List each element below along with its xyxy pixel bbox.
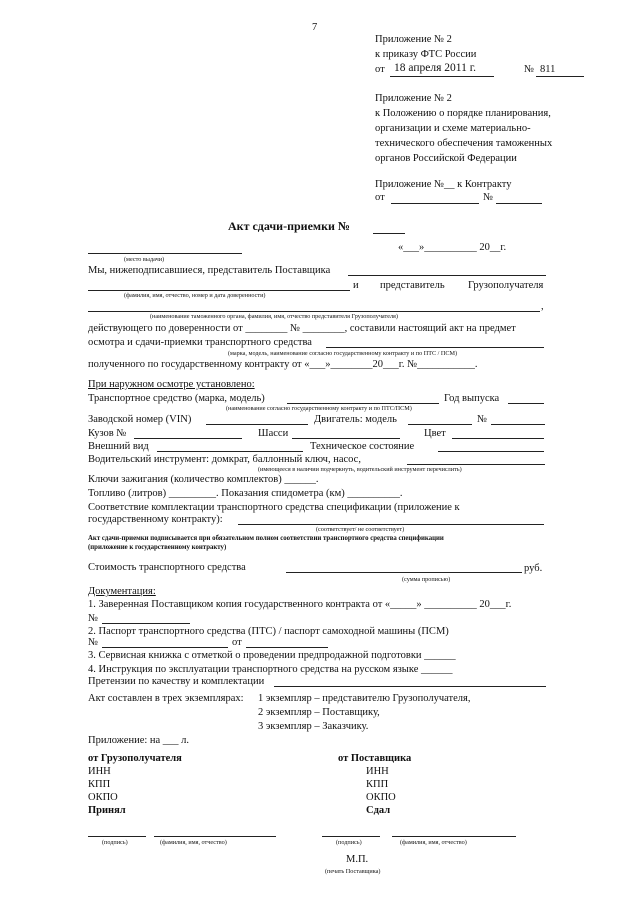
supplier-okpo: ОКПО bbox=[366, 792, 396, 803]
cost-unit: руб. bbox=[524, 563, 543, 574]
engine-number-label: № bbox=[477, 414, 488, 425]
receiver-name-line bbox=[154, 836, 276, 837]
claims-label: Претензии по качеству и комплектации bbox=[88, 676, 265, 687]
proxy-text: действующего по доверенности от ________ № ________, составили настоящий акт на предмет bbox=[88, 323, 516, 334]
engine-label: Двигатель: модель bbox=[314, 414, 397, 425]
regulation-appendix-line-1: Приложение № 2 bbox=[375, 93, 452, 104]
body-label: Кузов № bbox=[88, 428, 127, 439]
supplier-name-line bbox=[392, 836, 516, 837]
supplier-signature-line bbox=[322, 836, 380, 837]
order-date-value: 18 апреля 2011 г. bbox=[394, 62, 476, 74]
color-label: Цвет bbox=[424, 428, 446, 439]
receiver-signature-note: (подпись) bbox=[102, 839, 128, 846]
page-number: 7 bbox=[312, 22, 318, 33]
copies-prefix: Акт составлен в трех экземплярах: bbox=[88, 693, 244, 704]
stamp-label: М.П. bbox=[346, 854, 369, 865]
spec-compliance-note: (соответствует/ не соответствует) bbox=[316, 526, 405, 533]
regulation-appendix-line-3: организации и схеме материально- bbox=[375, 123, 531, 134]
order-appendix-title: Приложение № 2 bbox=[375, 34, 452, 45]
condition-label: Техническое состояние bbox=[310, 441, 415, 452]
chassis-label: Шасси bbox=[258, 428, 289, 439]
representative-word: представитель bbox=[380, 280, 445, 291]
vehicle-note: (наименование согласно государственному контракту и по ПТС/ПСМ) bbox=[226, 405, 412, 412]
year-label: Год выпуска bbox=[444, 393, 500, 404]
vin-label: Заводской номер (VIN) bbox=[88, 414, 192, 425]
order-number-value: 811 bbox=[540, 64, 556, 75]
order-number-prefix: № bbox=[524, 64, 535, 75]
supplier-rep-text: Мы, нижеподписавшиеся, представитель Поставщика bbox=[88, 265, 331, 276]
appendix-pages: Приложение: на ___ л. bbox=[88, 735, 190, 746]
place-note: (место выдачи) bbox=[124, 256, 165, 263]
receiver-name-note: (фамилия, имя, отчество) bbox=[160, 839, 227, 846]
supplier-kpp: КПП bbox=[366, 779, 389, 790]
order-reference: к приказу ФТС России bbox=[375, 49, 477, 60]
regulation-appendix-line-5: органов Российской Федерации bbox=[375, 153, 517, 164]
consignee-word: Грузополучателя bbox=[468, 280, 544, 291]
receiver-heading: от Грузополучателя bbox=[88, 753, 182, 764]
contract-appendix-ref: Приложение №__ к Контракту bbox=[375, 179, 512, 190]
receiver-action: Принял bbox=[88, 805, 126, 816]
contract-number-prefix: № bbox=[483, 192, 494, 203]
document-item-2-number: № bbox=[88, 637, 99, 648]
inspection-heading: При наружном осмотре установлено: bbox=[88, 379, 255, 390]
stamp-note: (печать Поставщика) bbox=[325, 868, 381, 875]
documents-heading: Документация: bbox=[88, 586, 156, 597]
document-item-2-from: от bbox=[232, 637, 242, 648]
supplier-action: Сдал bbox=[366, 805, 391, 816]
copy-1: 1 экземпляр – представителю Грузополучателя, bbox=[258, 693, 471, 704]
appearance-label: Внешний вид bbox=[88, 441, 149, 452]
copy-2: 2 экземпляр – Поставщику, bbox=[258, 707, 380, 718]
order-date-prefix: от bbox=[375, 64, 385, 75]
supplier-signature-note: (подпись) bbox=[336, 839, 362, 846]
copy-3: 3 экземпляр – Заказчику. bbox=[258, 721, 369, 732]
supplier-name-note: (фамилия, имя, отчество) bbox=[400, 839, 467, 846]
consignee-comma: , bbox=[541, 301, 544, 312]
spec-compliance-line-2: государственному контракту): bbox=[88, 514, 223, 525]
document-item-1-number: № bbox=[88, 613, 99, 624]
cost-note: (сумма прописью) bbox=[402, 576, 451, 583]
receiver-okpo: ОКПО bbox=[88, 792, 118, 803]
regulation-appendix-line-2: к Положению о порядке планирования, bbox=[375, 108, 551, 119]
fuel-odometer-label: Топливо (литров) _________. Показания спидометра (км) __________. bbox=[88, 488, 403, 499]
contract-received-text: полученного по государственному контракту от «___»________20___г. №___________. bbox=[88, 359, 478, 370]
tools-label: Водительский инструмент: домкрат, баллонный ключ, насос, bbox=[88, 454, 361, 465]
inspection-purpose-text: осмотра и сдачи-приемки транспортного средства bbox=[88, 337, 312, 348]
document-title: Акт сдачи-приемки № bbox=[228, 219, 350, 233]
document-item-2: 2. Паспорт транспортного средства (ПТС) / паспорт самоходной машины (ПСМ) bbox=[88, 626, 449, 637]
supplier-inn: ИНН bbox=[366, 766, 389, 777]
spec-compliance-line-1: Соответствие комплектации транспортного средства спецификации (приложение к bbox=[88, 502, 460, 513]
consignee-rep-note: (наименование таможенного органа, фамилия, имя, отчество представителя Грузополучателя) bbox=[150, 313, 398, 320]
and-word: и bbox=[353, 280, 359, 291]
act-date-line: «___»__________ 20__г. bbox=[398, 242, 507, 253]
act-signing-rule-line-2: (приложение к государственному контракту) bbox=[88, 544, 227, 551]
document-item-1: 1. Заверенная Поставщиком копия государственного контракта от «_____» __________ 20___г. bbox=[88, 599, 512, 610]
vehicle-label: Транспортное средство (марка, модель) bbox=[88, 393, 265, 404]
vehicle-name-note: (марка, модель, наименование согласно государственному контракту и по ПТС / ПСМ) bbox=[228, 350, 458, 357]
cost-label: Стоимость транспортного средства bbox=[88, 562, 246, 573]
regulation-appendix-line-4: технического обеспечения таможенных bbox=[375, 138, 553, 149]
contract-date-prefix: от bbox=[375, 192, 385, 203]
tools-note: (имеющееся в наличии подчеркнуть, водительский инструмент перечислить) bbox=[258, 466, 462, 473]
receiver-signature-line bbox=[88, 836, 146, 837]
keys-label: Ключи зажигания (количество комплектов) ______. bbox=[88, 474, 319, 485]
document-item-3: 3. Сервисная книжка с отметкой о проведении предпродажной подготовки ______ bbox=[88, 650, 456, 661]
document-item-4: 4. Инструкция по эксплуатации транспортного средства на русском языке ______ bbox=[88, 664, 453, 675]
supplier-rep-note: (фамилия, имя, отчество, номер и дата доверенности) bbox=[124, 292, 266, 299]
receiver-inn: ИНН bbox=[88, 766, 111, 777]
receiver-kpp: КПП bbox=[88, 779, 111, 790]
act-signing-rule-line-1: Акт сдачи-приемки подписывается при обязательном полном соответствии транспортного средства спецификации bbox=[88, 535, 444, 542]
supplier-heading: от Поставщика bbox=[338, 753, 412, 764]
